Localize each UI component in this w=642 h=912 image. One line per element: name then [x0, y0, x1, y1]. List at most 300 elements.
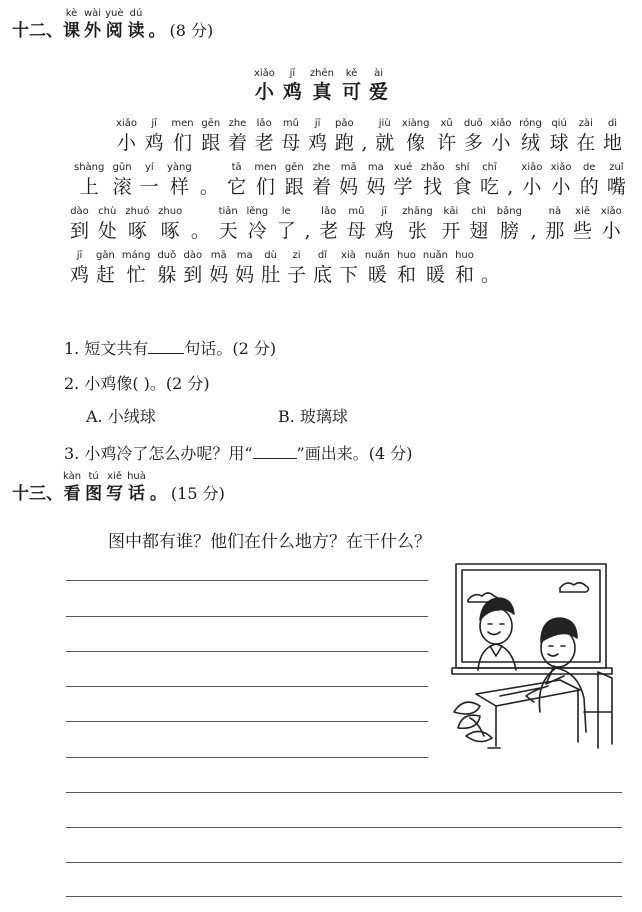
ruby-char	[369, 68, 388, 104]
pinyin: jī	[76, 250, 83, 261]
hanzi: 鸡	[70, 264, 90, 286]
hanzi: 它	[227, 176, 247, 198]
pinyin: zi	[292, 250, 301, 261]
hanzi: 开	[441, 220, 461, 242]
hanzi: 跟	[201, 132, 221, 154]
pinyin	[191, 206, 210, 218]
question-3-text-after: ”画出来。(4 分)	[296, 444, 413, 463]
ruby-char	[550, 118, 569, 156]
pinyin: jiù	[378, 118, 391, 129]
ruby-char	[545, 206, 564, 244]
passage-line	[70, 250, 500, 288]
ruby-char	[149, 8, 166, 42]
hanzi: 和	[454, 264, 474, 286]
pinyin: zhe	[228, 118, 247, 129]
ruby-char	[375, 206, 394, 244]
pinyin: jī	[289, 68, 296, 79]
ruby-char	[246, 206, 268, 244]
ruby-char	[375, 118, 394, 156]
pinyin	[361, 118, 367, 130]
ruby-char	[191, 206, 210, 244]
ruby-char	[171, 118, 193, 156]
pinyin: chì	[471, 206, 486, 217]
hanzi: 课	[63, 21, 80, 41]
ruby-char	[285, 162, 304, 200]
hanzi: 上	[79, 176, 99, 198]
question-2: 2. 小鸡像( )。(2 分)	[64, 374, 210, 393]
hanzi: 地	[602, 132, 622, 154]
pinyin	[481, 250, 500, 262]
ruby-char	[287, 250, 306, 288]
section-12-score: (8 分)	[169, 21, 214, 40]
hanzi: ,	[530, 220, 537, 242]
hanzi: 绒	[521, 132, 541, 154]
question-3-text-before: 3. 小鸡冷了怎么办呢？用“	[64, 444, 253, 463]
hanzi: 许	[437, 132, 457, 154]
pinyin: jī	[381, 206, 387, 217]
ruby-char	[497, 206, 522, 244]
hanzi: 真	[312, 81, 332, 103]
desk	[476, 680, 580, 706]
ruby-char	[319, 206, 338, 244]
pinyin: wài	[84, 8, 102, 19]
hanzi: 爱	[369, 81, 389, 103]
pinyin: lǎo	[256, 118, 272, 129]
ruby-char	[507, 162, 513, 200]
ruby-char	[469, 206, 488, 244]
pinyin: zhǎo	[420, 162, 445, 173]
question-1-text-before: 1. 短文共有	[64, 339, 149, 358]
hanzi: 到	[70, 220, 90, 242]
ruby-char	[437, 118, 456, 156]
hanzi: 子	[287, 264, 307, 286]
pinyin: dì	[607, 118, 618, 129]
ruby-char	[201, 118, 220, 156]
ruby-char	[601, 206, 622, 244]
ruby-char	[397, 250, 416, 288]
section-13-score: (15 分)	[170, 484, 225, 503]
ruby-char	[70, 206, 89, 244]
pinyin: huà	[127, 471, 146, 482]
hanzi: 嘴	[606, 176, 626, 198]
pinyin: dào	[70, 206, 89, 217]
section-13-number: 十三、	[12, 484, 63, 504]
ruby-char	[607, 162, 626, 200]
ruby-char	[455, 250, 474, 288]
question-2-option-b[interactable]: B. 玻璃球	[278, 407, 348, 426]
ruby-char	[421, 162, 445, 200]
pinyin: men	[254, 162, 277, 173]
hanzi: 暖	[367, 264, 387, 286]
hanzi: 在	[576, 132, 596, 154]
hanzi: ,	[361, 132, 368, 154]
ruby-char	[310, 68, 334, 104]
ruby-char	[312, 162, 331, 200]
pinyin: zhuo	[158, 206, 183, 217]
ruby-char	[335, 118, 354, 156]
ruby-char	[603, 118, 622, 156]
ruby-char	[521, 162, 542, 200]
ruby-char	[531, 206, 537, 244]
ruby-char	[283, 68, 302, 104]
hanzi: 话	[128, 484, 145, 504]
hanzi: 们	[255, 176, 275, 198]
ruby-char	[183, 250, 202, 288]
pinyin: ài	[374, 68, 383, 79]
writing-line[interactable]	[66, 862, 622, 863]
ruby-char	[576, 118, 595, 156]
ruby-char	[84, 8, 101, 42]
pinyin	[531, 206, 537, 218]
pinyin: zhēn	[309, 68, 334, 79]
ruby-char	[480, 162, 499, 200]
pinyin: xiǎo	[550, 162, 572, 173]
hanzi: 躲	[157, 264, 177, 286]
pinyin: jī	[314, 118, 321, 129]
hanzi: 。	[190, 220, 210, 242]
pinyin: jī	[151, 118, 157, 129]
hanzi: 。	[149, 484, 167, 504]
hanzi: 鸡	[374, 220, 394, 242]
hanzi: 老	[254, 132, 274, 154]
pinyin: xiē	[575, 206, 591, 217]
hanzi: 的	[579, 176, 599, 198]
hanzi: 妈	[235, 264, 255, 286]
pinyin: xiě	[107, 471, 123, 482]
hanzi: 张	[407, 220, 427, 242]
writing-line[interactable]	[66, 827, 622, 828]
ruby-char	[365, 250, 390, 288]
hanzi: 到	[183, 264, 203, 286]
writing-line[interactable]	[66, 757, 428, 758]
pinyin: nuǎn	[422, 250, 449, 261]
ruby-char	[339, 162, 358, 200]
writing-prompt: 图中都有谁？他们在什么地方？在干什么？	[108, 532, 431, 552]
ruby-char	[519, 118, 542, 156]
question-1	[64, 336, 276, 359]
pinyin: máng	[121, 250, 151, 261]
pinyin: kàn	[63, 471, 82, 482]
pinyin: gǎn	[96, 250, 115, 261]
pinyin: xué	[393, 162, 413, 173]
pinyin: xiǎo	[521, 162, 543, 173]
hanzi: 外	[84, 21, 102, 41]
ruby-char	[122, 250, 151, 288]
hanzi: 阅	[105, 21, 123, 41]
pinyin: huo	[397, 250, 416, 261]
hanzi: 小	[601, 220, 621, 242]
pinyin: kāi	[443, 206, 459, 217]
pinyin: mǔ	[282, 118, 299, 129]
ruby-char	[261, 250, 280, 288]
hanzi: 妈	[366, 176, 386, 198]
section-12-number: 十二、	[12, 21, 63, 41]
hanzi: 学	[393, 176, 413, 198]
ruby-char	[98, 206, 117, 244]
hanzi: 小	[522, 176, 542, 198]
pinyin: de	[582, 162, 596, 173]
hanzi: 就	[375, 132, 395, 154]
ruby-char	[281, 118, 300, 156]
writing-line[interactable]	[66, 792, 622, 793]
ruby-char	[423, 250, 448, 288]
ruby-char	[254, 68, 275, 104]
chair	[584, 672, 612, 748]
ruby-char	[63, 8, 80, 42]
window-frame	[456, 564, 606, 668]
hanzi: 一	[139, 176, 159, 198]
hanzi: 食	[452, 176, 472, 198]
ruby-char	[125, 206, 149, 244]
ruby-char	[277, 206, 296, 244]
hanzi: 着	[227, 132, 247, 154]
writing-line[interactable]	[66, 686, 428, 687]
passage-line	[70, 206, 622, 244]
pinyin: xiǎo	[253, 68, 275, 79]
hanzi: 赶	[95, 264, 115, 286]
pinyin: men	[171, 118, 194, 129]
ruby-char	[63, 471, 81, 505]
ruby-char	[116, 118, 137, 156]
hanzi: 小	[491, 132, 511, 154]
ruby-char	[113, 162, 132, 200]
hanzi: 球	[549, 132, 569, 154]
ruby-char	[453, 162, 472, 200]
hanzi: 老	[319, 220, 339, 242]
pinyin: dǐ	[317, 250, 328, 261]
pinyin: mā	[210, 250, 227, 261]
pinyin: shí	[455, 162, 470, 173]
pinyin: lǎo	[321, 206, 337, 217]
ruby-char	[464, 118, 483, 156]
hanzi: 天	[218, 220, 238, 242]
hanzi: 翅	[469, 220, 489, 242]
hanzi: 看	[63, 484, 81, 504]
pinyin: huo	[455, 250, 474, 261]
ruby-char	[167, 162, 192, 200]
pinyin: nuǎn	[364, 250, 391, 261]
section-13-heading	[12, 471, 225, 505]
ruby-char	[96, 250, 115, 288]
writing-line[interactable]	[66, 651, 428, 652]
ruby-char	[551, 162, 572, 200]
pinyin: xià	[341, 250, 356, 261]
hanzi: 滚	[112, 176, 132, 198]
section-12-heading-ruby	[63, 8, 170, 42]
hanzi: 妈	[209, 264, 229, 286]
pinyin: duǒ	[157, 250, 177, 261]
pinyin: dù	[264, 250, 277, 261]
ruby-char	[105, 8, 123, 42]
ruby-char	[491, 118, 512, 156]
ruby-char	[580, 162, 599, 200]
hanzi: 暖	[425, 264, 445, 286]
pinyin: xǔ	[440, 118, 453, 129]
section-13-heading-ruby	[63, 471, 171, 505]
pinyin: pǎo	[334, 118, 354, 129]
pinyin: gēn	[201, 118, 221, 129]
writing-line[interactable]	[66, 580, 428, 581]
hanzi: 小	[254, 81, 274, 103]
ruby-char	[127, 471, 146, 505]
hanzi: 小	[116, 132, 136, 154]
hanzi: 处	[97, 220, 117, 242]
pinyin: tiān	[218, 206, 238, 217]
section-12-heading	[12, 8, 213, 42]
ruby-char	[304, 206, 310, 244]
ruby-char	[228, 118, 247, 156]
ruby-char	[158, 206, 182, 244]
hanzi: 母	[346, 220, 366, 242]
hanzi: 多	[463, 132, 483, 154]
ruby-char	[573, 206, 592, 244]
ruby-char	[128, 8, 145, 42]
ruby-char	[106, 471, 123, 505]
ruby-char	[219, 206, 238, 244]
ruby-char	[339, 250, 358, 288]
question-3-blank[interactable]	[253, 444, 297, 459]
hanzi: 们	[172, 132, 192, 154]
pinyin	[150, 471, 167, 483]
ruby-char	[308, 118, 327, 156]
hanzi: 吃	[479, 176, 499, 198]
ruby-char	[255, 118, 274, 156]
pinyin: le	[281, 206, 291, 217]
hanzi: 。	[480, 264, 500, 286]
pinyin: yuè	[105, 8, 124, 19]
pinyin: róng	[519, 118, 542, 129]
hanzi: 图	[85, 484, 103, 504]
ruby-char	[200, 162, 219, 200]
question-1-blank[interactable]	[148, 339, 184, 354]
pinyin: qiú	[551, 118, 567, 129]
ruby-char	[441, 206, 460, 244]
hanzi: 底	[312, 264, 332, 286]
ruby-char	[85, 471, 102, 505]
pinyin: mǔ	[348, 206, 365, 217]
passage-title	[0, 68, 642, 104]
hanzi: 着	[311, 176, 331, 198]
hanzi: 下	[338, 264, 358, 286]
hanzi: 和	[396, 264, 416, 286]
pinyin	[149, 8, 166, 20]
writing-line[interactable]	[66, 721, 428, 722]
hanzi: 鸡	[308, 132, 328, 154]
pinyin: zuǐ	[609, 162, 624, 173]
pinyin: kè	[65, 8, 78, 19]
pinyin: zhuó	[125, 206, 150, 217]
hanzi: 啄	[127, 220, 147, 242]
ruby-char	[227, 162, 246, 200]
pinyin: tú	[88, 471, 99, 482]
hanzi: ,	[304, 220, 311, 242]
pinyin: duō	[463, 118, 483, 129]
ruby-char	[481, 250, 500, 288]
passage-line	[74, 162, 626, 200]
illustration-two-boys-studying	[448, 562, 624, 752]
hanzi: 找	[423, 176, 443, 198]
passage	[64, 118, 626, 288]
hanzi: 可	[342, 81, 362, 103]
hanzi: 样	[169, 176, 189, 198]
ruby-char	[394, 162, 413, 200]
pinyin: nà	[548, 206, 562, 217]
hanzi: 跟	[284, 176, 304, 198]
hanzi: 啄	[160, 220, 180, 242]
hanzi: 鸡	[282, 81, 302, 103]
ruby-char	[342, 68, 361, 104]
hanzi: 了	[276, 220, 296, 242]
ruby-char	[361, 118, 367, 156]
pinyin: yí	[144, 162, 154, 173]
hanzi: 鸡	[144, 132, 164, 154]
ruby-char	[150, 471, 167, 505]
pinyin: shàng	[74, 162, 105, 173]
hanzi: 忙	[126, 264, 146, 286]
writing-line[interactable]	[66, 616, 428, 617]
hanzi: 。	[148, 21, 166, 41]
hanzi: 读	[127, 21, 145, 41]
hanzi: 膀	[499, 220, 519, 242]
pinyin: kě	[345, 68, 358, 79]
ruby-char	[402, 118, 430, 156]
ruby-char	[157, 250, 176, 288]
pinyin: gǔn	[112, 162, 132, 173]
ruby-char	[145, 118, 164, 156]
pinyin: yàng	[166, 162, 192, 173]
pinyin	[304, 206, 310, 218]
pinyin: ma	[236, 250, 253, 261]
hanzi: 母	[281, 132, 301, 154]
pinyin: zài	[578, 118, 593, 129]
ruby-char	[366, 162, 385, 200]
pinyin: gēn	[284, 162, 304, 173]
writing-line[interactable]	[66, 896, 622, 897]
ruby-char	[70, 250, 89, 288]
hanzi: 写	[106, 484, 124, 504]
ruby-char	[347, 206, 366, 244]
hanzi: 些	[573, 220, 593, 242]
pinyin: xiàng	[401, 118, 430, 129]
question-2-option-a[interactable]: A. 小绒球	[86, 407, 156, 426]
pinyin: xiǎo	[490, 118, 512, 129]
pinyin	[507, 162, 513, 174]
hanzi: 那	[545, 220, 565, 242]
pinyin: chī	[482, 162, 497, 173]
ruby-char	[402, 206, 432, 244]
pinyin: xiǎo	[116, 118, 137, 129]
pinyin: ma	[367, 162, 384, 173]
hanzi: 像	[406, 132, 426, 154]
pinyin	[200, 162, 219, 174]
pinyin: dú	[129, 8, 143, 19]
ruby-char	[313, 250, 332, 288]
pinyin: chù	[98, 206, 117, 217]
passage-line	[116, 118, 622, 156]
pinyin: xiǎo	[600, 206, 622, 217]
hanzi: 小	[551, 176, 571, 198]
ruby-char	[74, 162, 104, 200]
pinyin: zhāng	[402, 206, 433, 217]
pinyin: tā	[231, 162, 242, 173]
hanzi: 冷	[247, 220, 267, 242]
question-3	[64, 441, 412, 464]
ruby-char	[209, 250, 228, 288]
hanzi: ,	[507, 176, 514, 198]
hanzi: 肚	[261, 264, 281, 286]
pinyin: zhe	[312, 162, 331, 173]
ruby-char	[254, 162, 276, 200]
